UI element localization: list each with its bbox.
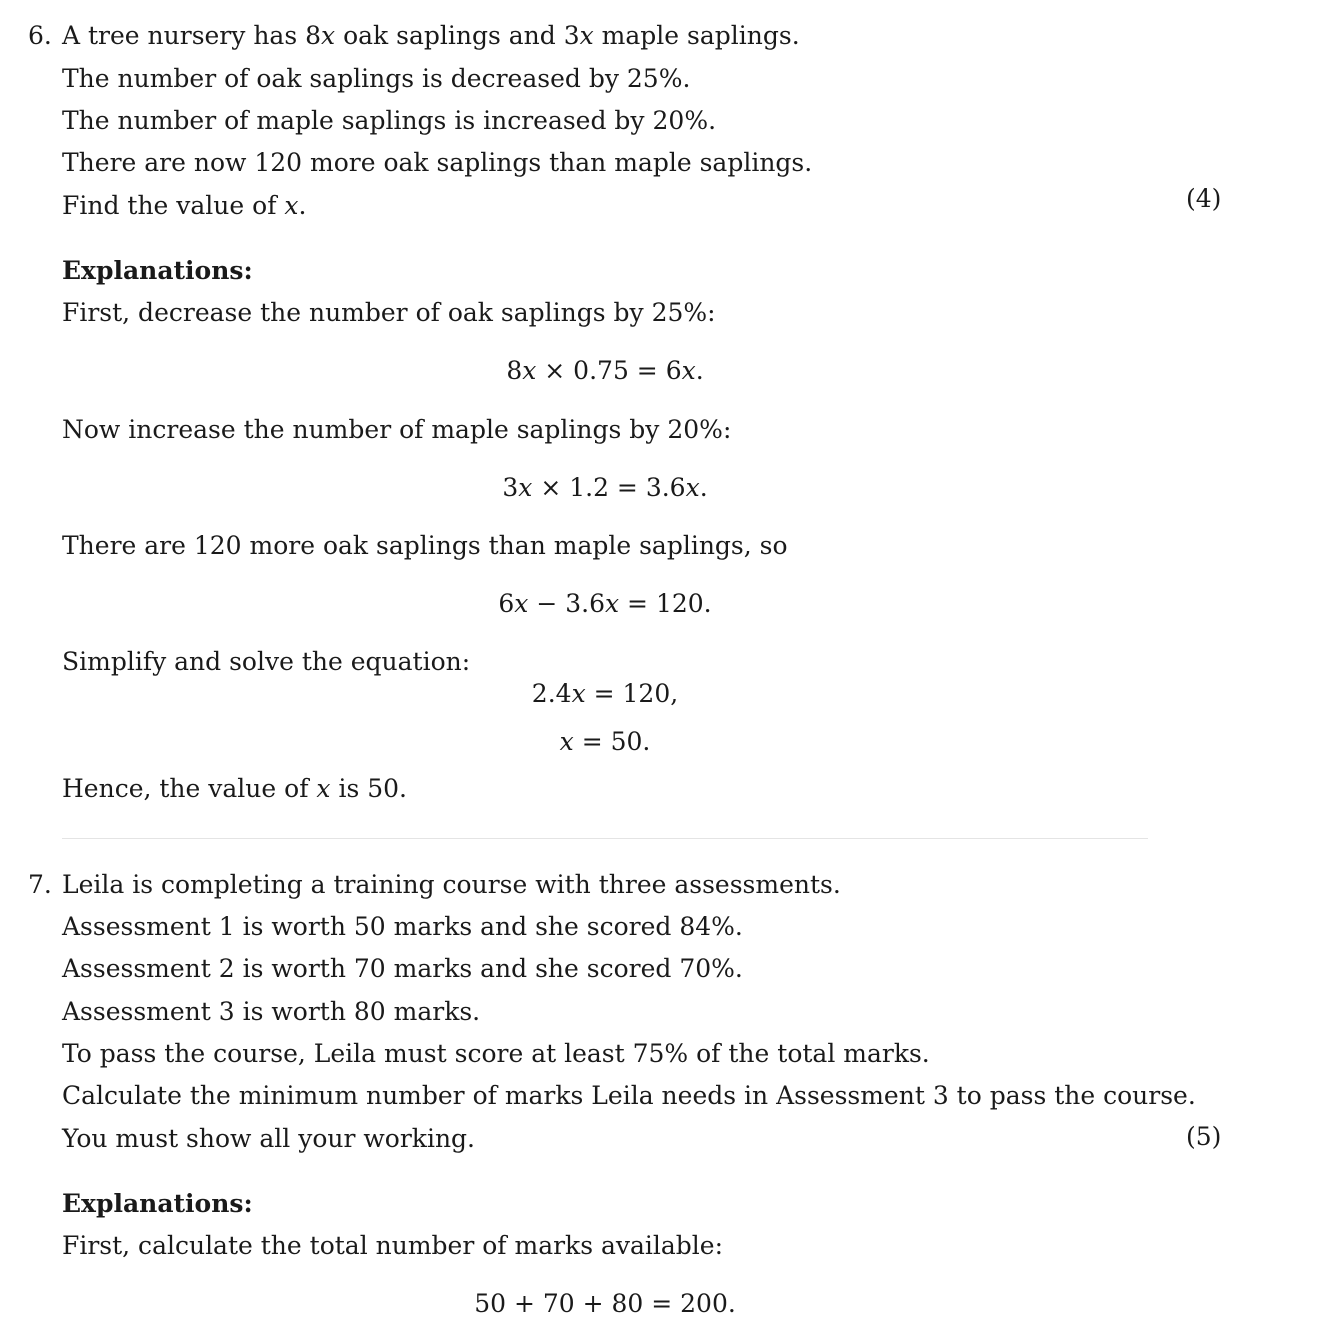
question-6-step-4: Simplify and solve the equation: [62,647,471,676]
question-6-equation-2: 3x × 1.2 = 3.6x. [502,473,708,502]
question-7-marks: (5) [1186,1122,1222,1151]
question-6-equation-5: x = 50. [559,727,651,756]
question-7-line-2: Assessment 1 is worth 50 marks and she scored 84%. [62,912,743,941]
question-6-number: 6. [28,21,52,50]
question-6-step-2: Now increase the number of maple saplings by 20%: [62,415,732,444]
question-6-marks: (4) [1186,184,1222,213]
question-6-line-1: A tree nursery has 8x oak saplings and 3x maple saplings. [62,21,800,50]
question-7-number: 7. [28,870,52,899]
section-divider [62,838,1148,839]
question-7-line-1: Leila is completing a training course with three assessments. [62,870,841,899]
question-7-line-3: Assessment 2 is worth 70 marks and she scored 70%. [62,954,743,983]
question-7-line-4: Assessment 3 is worth 80 marks. [62,997,481,1026]
question-7-step-1: First, calculate the total number of marks available: [62,1231,724,1260]
question-7-line-7: You must show all your working. [62,1124,476,1153]
question-7-equation-1: 50 + 70 + 80 = 200. [474,1289,736,1318]
question-6-line-3: The number of maple saplings is increased by 20%. [62,106,717,135]
question-6-line-4: There are now 120 more oak saplings than maple saplings. [62,148,813,177]
question-6-equation-1: 8x × 0.75 = 6x. [506,356,704,385]
question-6-equation-3: 6x − 3.6x = 120. [498,589,712,618]
question-6-line-2: The number of oak saplings is decreased by 25%. [62,64,691,93]
question-7-explanations-heading: Explanations: [62,1189,253,1218]
question-6-step-3: There are 120 more oak saplings than maple saplings, so [62,531,788,560]
question-6-conclusion: Hence, the value of x is 50. [62,774,407,803]
question-6-equation-4: 2.4x = 120, [531,679,679,708]
question-6-explanations-heading: Explanations: [62,256,253,285]
question-7-line-6: Calculate the minimum number of marks Leila needs in Assessment 3 to pass the course. [62,1081,1196,1110]
question-6-line-5: Find the value of x. [62,191,307,220]
question-7-line-5: To pass the course, Leila must score at least 75% of the total marks. [62,1039,930,1068]
question-6-step-1: First, decrease the number of oak saplings by 25%: [62,298,716,327]
